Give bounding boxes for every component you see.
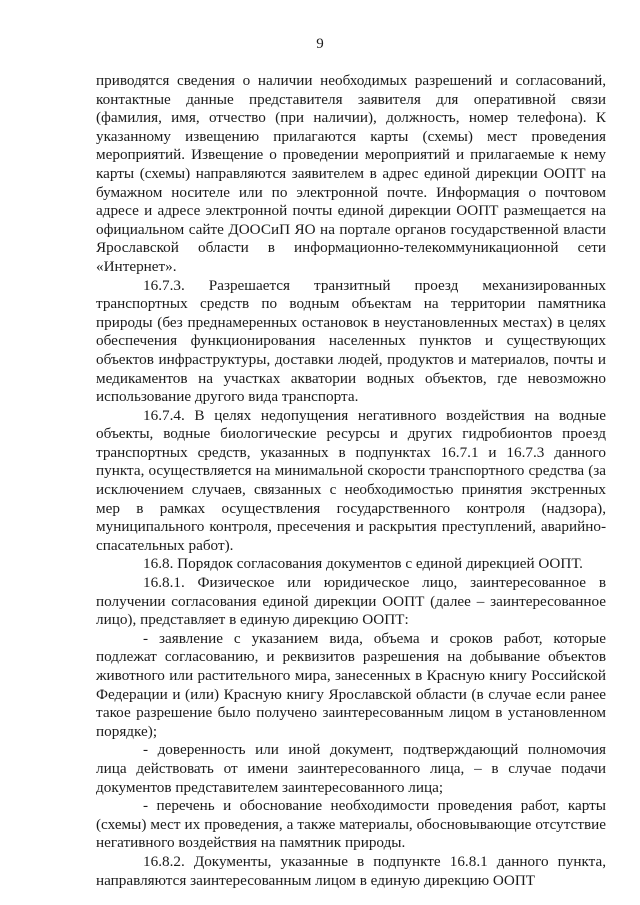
- paragraph-16-7-3: 16.7.3. Разрешается транзитный проезд механизированных транспортных средств по водным объектам на территории памятника природы (без преднамеренных остановок в неустановленных местах) в целях обеспечения функционирования населенных пунктов и существующих объектов инфраструктуры, доставки людей, продуктов и материалов, почты и медикаментов на участках акватории водных объектов, где невозможно использование другого вида транспорта.: [96, 276, 606, 406]
- list-item-application: - заявление с указанием вида, объема и сроков работ, которые подлежат согласованию, и реквизитов разрешения на добывание объектов животного или растительного мира, занесенных в Красную книгу Российской Федерации и (или) Красную книгу Ярославской области (в случае если ранее такое разрешение было получено заинтересованным лицом в установленном порядке);: [96, 629, 606, 740]
- page-number: 9: [316, 36, 324, 52]
- paragraph-notification-details: приводятся сведения о наличии необходимых разрешений и согласований, контактные данные представителя заявителя для оперативной связи (фамилия, имя, отчество (при наличии), должность, номер телефона). К указанному извещению прилагаются карты (схемы) мест проведения мероприятий. Извещение о проведении мероприятий и прилагаемые к нему карты (схемы) направляются заявителем в адрес единой дирекции ООПТ на бумажном носителе или по электронной почте. Информация о почтовом адресе и адресе электронной почты единой дирекции ООПТ размещается на официальном сайте ДООСиП ЯО на портале органов государственной власти Ярославской области в информационно-телекоммуникационной сети «Интернет».: [96, 72, 606, 275]
- paragraph-16-8: 16.8. Порядок согласования документов с единой дирекцией ООПТ.: [143, 555, 583, 573]
- paragraph-16-8-1: 16.8.1. Физическое или юридическое лицо, заинтересованное в получении согласования единой дирекции ООПТ (далее – заинтересованное лицо), представляет в единую дирекцию ООПТ:: [96, 574, 606, 629]
- list-item-justification: - перечень и обоснование необходимости проведения работ, карты (схемы) мест их проведения, а также материалы, обосновывающие отсутствие негативного воздействия на памятник природы.: [96, 797, 606, 852]
- document-body: [96, 72, 606, 890]
- paragraph-16-7-4: 16.7.4. В целях недопущения негативного воздействия на водные объекты, водные биологические ресурсы и других гидробионтов проезд транспортных средств, указанных в подпунктах 16.7.1 и 16.7.3 данного пункта, осуществляется на минимальной скорости транспортного средства (за исключением случаев, связанных с необходимостью принятия экстренных мер в рамках осуществления государственного контроля (надзора), муниципального контроля, пресечения и раскрытия преступлений, аварийно-спасательных работ).: [96, 406, 606, 554]
- paragraph-16-8-2: 16.8.2. Документы, указанные в подпункте 16.8.1 данного пункта, направляются заинтересованным лицом в единую дирекцию ООПТ: [96, 852, 606, 889]
- list-item-power-of-attorney: - доверенность или иной документ, подтверждающий полномочия лица действовать от имени заинтересованного лица, – в случае подачи документов представителем заинтересованного лица;: [96, 741, 606, 796]
